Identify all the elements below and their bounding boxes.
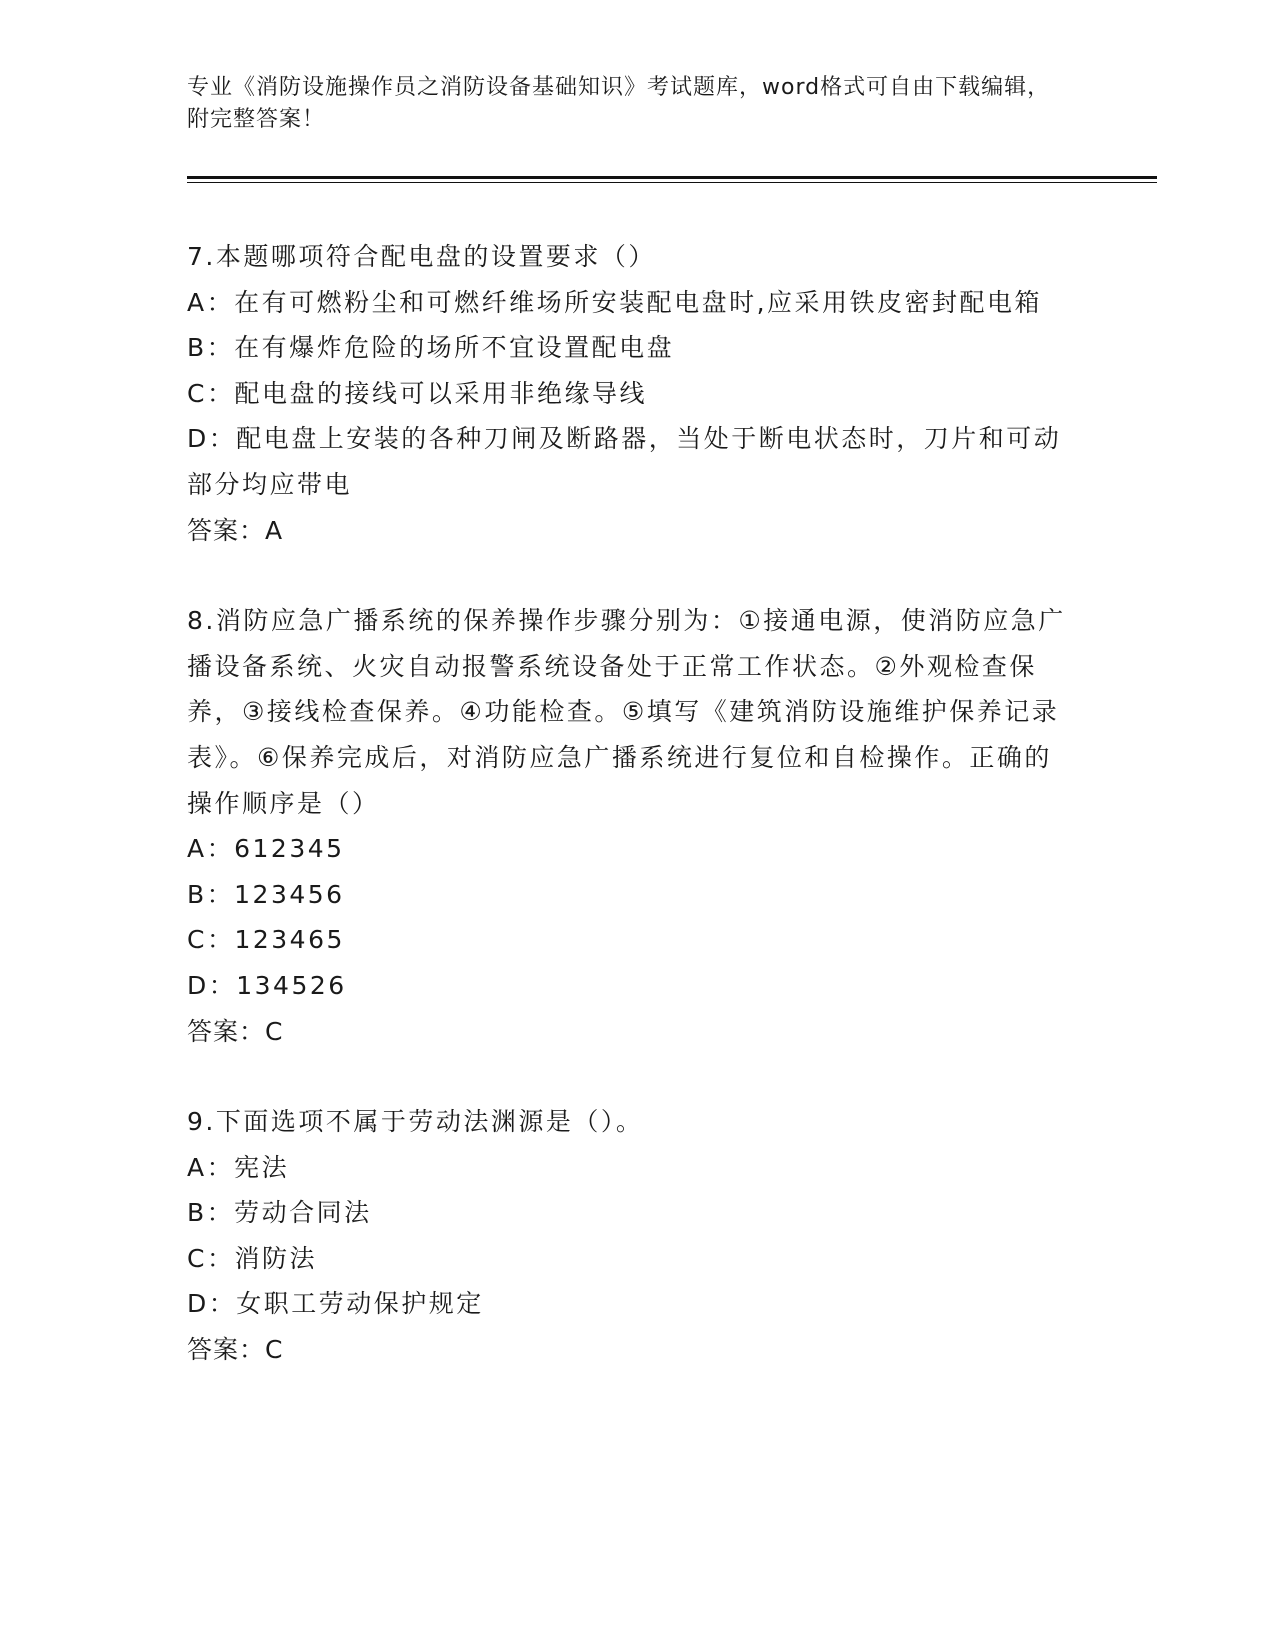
- document-intro: 专业《消防设施操作员之消防设备基础知识》考试题库，word格式可自由下载编辑，附完整答案！: [187, 75, 1051, 132]
- answer-line: 答案：C: [187, 1335, 284, 1365]
- question-stem: 9.下面选项不属于劳动法渊源是（）。: [187, 1107, 644, 1137]
- option-a: A：宪法: [187, 1152, 290, 1182]
- answer-line: 答案：C: [187, 1016, 284, 1046]
- question-stem: 7.本题哪项符合配电盘的设置要求（）: [187, 242, 656, 271]
- option-d: D：配电盘上安装的各种刀闸及断路器，当处于断电状态时，刀片和可动部分均应带电: [187, 424, 1062, 499]
- option-c: C：配电盘的接线可以采用非绝缘导线: [187, 378, 647, 408]
- question-7: [187, 234, 1067, 553]
- option-b: B：123456: [187, 879, 345, 909]
- header-divider-thin: [187, 182, 1157, 183]
- question-8: [187, 598, 1067, 1054]
- question-stem: 8.消防应急广播系统的保养操作步骤分别为：①接通电源，使消防应急广播设备系统、火灾自动报警系统设备处于正常工作状态。②外观检查保养，③接线检查保养。④功能检查。⑤填写《建筑消防设施维护保养记录表》。⑥保养完成后，对消防应急广播系统进行复位和自检操作。正确的操作顺序是（）: [187, 606, 1066, 818]
- question-list: [187, 234, 1067, 1373]
- option-d: D：女职工劳动保护规定: [187, 1289, 484, 1319]
- answer-line: 答案：A: [187, 515, 284, 545]
- option-c: C：123465: [187, 925, 345, 955]
- option-a: A：在有可燃粉尘和可燃纤维场所安装配电盘时,应采用铁皮密封配电箱: [187, 287, 1043, 317]
- question-9: [187, 1099, 1067, 1373]
- option-b: B：在有爆炸危险的场所不宜设置配电盘: [187, 333, 675, 363]
- option-c: C：消防法: [187, 1243, 317, 1273]
- option-b: B：劳动合同法: [187, 1198, 372, 1228]
- header-divider-thick: [187, 176, 1157, 179]
- option-a: A：612345: [187, 834, 345, 864]
- option-d: D：134526: [187, 970, 347, 1000]
